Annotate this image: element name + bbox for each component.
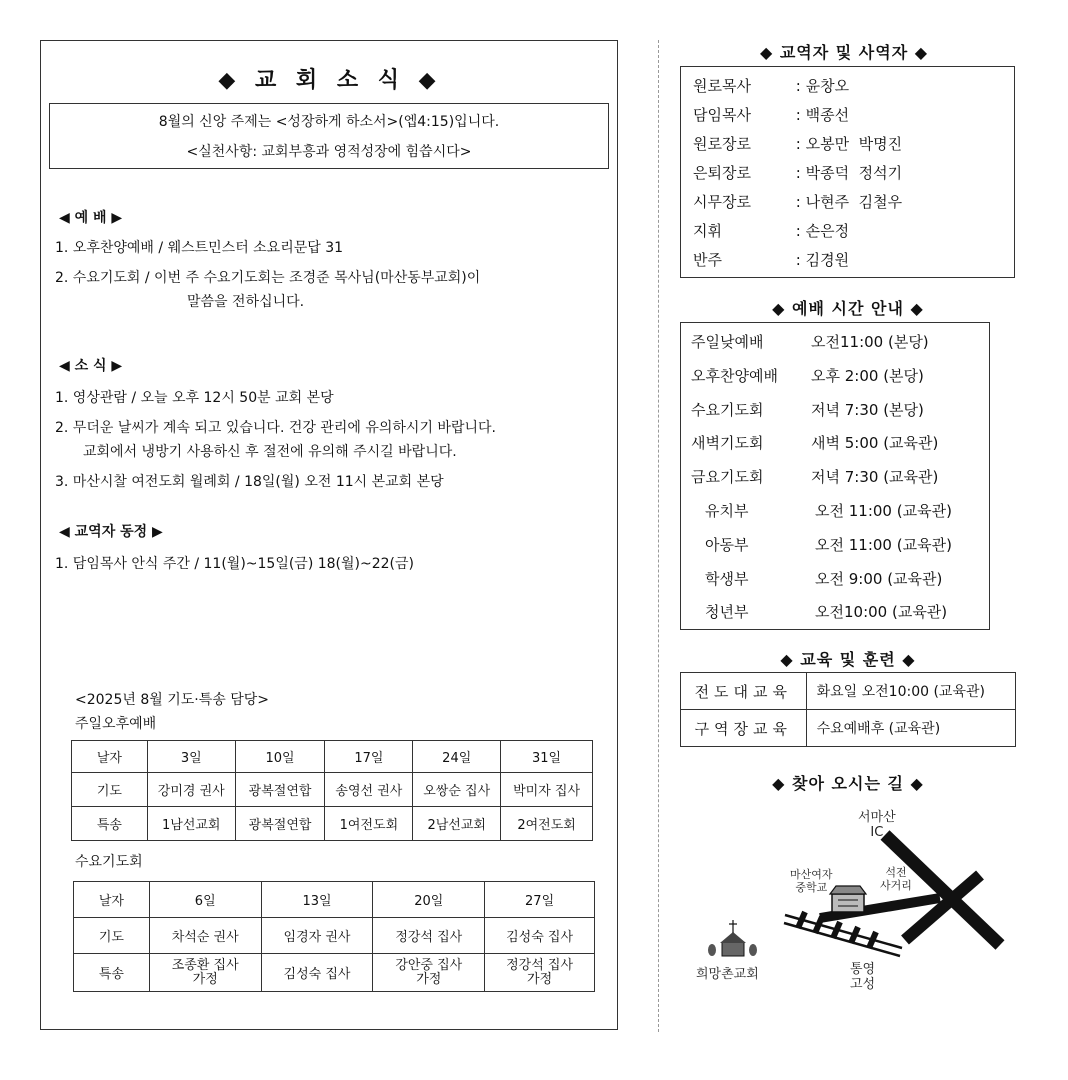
minister-name: 백종선 — [805, 106, 850, 124]
list-item — [705, 601, 947, 622]
service-name: 유치부 — [705, 502, 749, 520]
service-time: 오전11:00 (본당) — [811, 333, 929, 351]
list-item: 담임목사 : 백종선 — [693, 106, 850, 124]
theme-line-2: <실천사항: 교회부흥과 영적성장에 힘씁시다> — [186, 144, 472, 160]
worship-item-2-cont: 말씀을 전하십니다. — [187, 294, 305, 310]
service-time: 오전10:00 (교육관) — [815, 603, 948, 621]
wednesday-prayer-table — [73, 881, 595, 992]
church-news-panel — [40, 40, 618, 1030]
railway-tie — [833, 922, 840, 938]
minister-name: 김경원 — [805, 251, 850, 269]
education-heading: ◆ 교육 및 훈련 ◆ — [780, 650, 916, 669]
table-cell: 10일 — [235, 741, 325, 773]
table-cell: 날자 — [74, 882, 150, 918]
list-item — [691, 365, 924, 386]
staff-news-item-1: 1. 담임목사 안식 주간 / 11(월)~15일(금) 18(월)~22(금) — [55, 556, 415, 572]
table-cell: 조종환 집사 가정 — [149, 954, 261, 992]
list-item — [691, 331, 929, 352]
list-item — [691, 466, 938, 487]
service-name: 새벽기도회 — [691, 434, 764, 452]
sunday-caption: 주일오후예배 — [75, 716, 157, 732]
table-cell: 2여전도회 — [501, 807, 593, 841]
service-time: 새벽 5:00 (교육관) — [811, 434, 939, 452]
list-item — [691, 399, 924, 420]
list-item: 원로목사 : 윤창오 — [693, 77, 850, 95]
notice-item-2: 2. 무더운 날씨가 계속 되고 있습니다. 건강 관리에 유의하시기 바랍니다. — [55, 420, 496, 436]
service-times-heading: ◆ 예배 시간 안내 ◆ — [772, 299, 924, 318]
directions-heading: ◆ 찾아 오시는 길 ◆ — [772, 774, 924, 793]
education-label: 전도대교육 — [681, 673, 807, 710]
table-cell: 박미자 집사 — [501, 773, 593, 807]
service-time: 오전 11:00 (교육관) — [815, 502, 952, 520]
prayer-title: <2025년 8월 기도·특송 담당> — [75, 692, 269, 708]
theme-line-1: 8월의 신앙 주제는 <성장하게 하소서>(엡4:15)입니다. — [158, 114, 500, 130]
minister-name: 박종덕 정석기 — [805, 164, 903, 182]
map-label-crossroad: 석전 사거리 — [880, 866, 912, 892]
minister-name: 윤창오 — [805, 77, 850, 95]
ministers-heading: ◆ 교역자 및 사역자 ◆ — [759, 43, 929, 62]
railway-tie — [851, 927, 858, 943]
table-cell: 1여전도회 — [325, 807, 413, 841]
table-cell: 특송 — [72, 807, 148, 841]
railway-tie — [798, 912, 805, 928]
table-cell: 24일 — [413, 741, 501, 773]
wednesday-caption: 수요기도회 — [75, 854, 143, 870]
table-cell: 광복절연합 — [235, 773, 325, 807]
list-item — [705, 534, 952, 555]
education-table — [680, 672, 1016, 747]
table-cell: 오쌍순 집사 — [413, 773, 501, 807]
railway-tie — [869, 932, 876, 948]
table-cell: 김성숙 집사 — [261, 954, 373, 992]
list-item: 원로장로 : 오봉만 박명진 — [693, 135, 903, 153]
sunday-prayer-table — [71, 740, 593, 841]
service-time: 저녁 7:30 (본당) — [811, 401, 924, 419]
table-cell: 차석순 권사 — [149, 918, 261, 954]
table-cell: 강안중 집사 가정 — [373, 954, 485, 992]
table-cell: 3일 — [147, 741, 235, 773]
table-cell: 김성숙 집사 — [485, 918, 595, 954]
map-label-ic: 서마산 IC — [858, 810, 896, 840]
minister-name: 오봉만 박명진 — [805, 135, 903, 153]
minister-role: 반주 — [693, 251, 722, 269]
church-icon — [708, 920, 757, 956]
service-name: 오후찬양예배 — [691, 367, 778, 385]
table-cell: 임경자 권사 — [261, 918, 373, 954]
minister-role: 담임목사 — [693, 106, 751, 124]
service-time: 오전 9:00 (교육관) — [815, 570, 943, 588]
railway-tie — [815, 917, 822, 933]
service-name: 학생부 — [705, 570, 749, 588]
notice-item-2-cont: 교회에서 냉방기 사용하신 후 절전에 유의해 주시길 바랍니다. — [83, 444, 457, 460]
table-cell: 강미경 권사 — [147, 773, 235, 807]
list-item — [705, 568, 942, 589]
table-cell: 31일 — [501, 741, 593, 773]
list-item — [705, 500, 952, 521]
worship-heading: ◀ 예 배 ▶ — [59, 210, 123, 226]
minister-name: 손은정 — [805, 222, 850, 240]
education-value: 화요일 오전10:00 (교육관) — [806, 673, 1015, 710]
table-cell: 2남선교회 — [413, 807, 501, 841]
minister-role: 지휘 — [693, 222, 722, 240]
table-cell: 기도 — [74, 918, 150, 954]
table-cell: 13일 — [261, 882, 373, 918]
table-cell: 6일 — [149, 882, 261, 918]
news-title: ◆ 교 회 소 식 ◆ — [218, 68, 442, 93]
table-cell: 광복절연합 — [235, 807, 325, 841]
table-cell: 27일 — [485, 882, 595, 918]
education-value: 수요예배후 (교육관) — [806, 710, 1015, 747]
table-cell: 정강석 집사 — [373, 918, 485, 954]
list-item: 은퇴장로 : 박종덕 정석기 — [693, 164, 903, 182]
list-item: 반주 : 김경원 — [693, 251, 850, 269]
table-cell: 특송 — [74, 954, 150, 992]
table-cell: 정강석 집사 가정 — [485, 954, 595, 992]
ministers-box — [680, 66, 1015, 278]
service-name: 금요기도회 — [691, 468, 764, 486]
minister-role: 원로목사 — [693, 77, 751, 95]
list-item: 시무장로 : 나현주 김철우 — [693, 193, 903, 211]
table-cell: 기도 — [72, 773, 148, 807]
map-label-school: 마산여자 중학교 — [790, 868, 833, 894]
worship-item-2: 2. 수요기도회 / 이번 주 수요기도회는 조경준 목사님(마산동부교회)이 — [55, 270, 481, 286]
service-name: 주일낮예배 — [691, 333, 764, 351]
service-times-box — [680, 322, 990, 630]
list-item: 지휘 : 손은정 — [693, 222, 850, 240]
railway-line-2 — [784, 923, 900, 956]
minister-role: 시무장로 — [693, 193, 751, 211]
table-cell: 날자 — [72, 741, 148, 773]
map-label-church: 희망촌교회 — [696, 967, 759, 982]
minister-role: 원로장로 — [693, 135, 751, 153]
worship-item-1: 1. 오후찬양예배 / 웨스트민스터 소요리문답 31 — [55, 240, 344, 256]
staff-news-heading: ◀ 교역자 동정 ▶ — [59, 524, 163, 540]
table-cell: 17일 — [325, 741, 413, 773]
service-time: 오후 2:00 (본당) — [811, 367, 924, 385]
table-cell: 20일 — [373, 882, 485, 918]
service-name: 수요기도회 — [691, 401, 764, 419]
service-name: 청년부 — [705, 603, 749, 621]
notices-heading: ◀ 소 식 ▶ — [59, 358, 123, 374]
notice-item-1: 1. 영상관람 / 오늘 오후 12시 50분 교회 본당 — [55, 390, 334, 406]
school-building-icon — [830, 886, 866, 912]
service-name: 아동부 — [705, 536, 749, 554]
monthly-theme-box — [49, 103, 609, 169]
notice-item-3: 3. 마산시찰 여전도회 월례회 / 18일(월) 오전 11시 본교회 본당 — [55, 474, 444, 490]
list-item — [691, 432, 938, 453]
minister-role: 은퇴장로 — [693, 164, 751, 182]
education-label: 구역장교육 — [681, 710, 807, 747]
column-divider — [658, 40, 659, 1032]
table-cell: 송영선 권사 — [325, 773, 413, 807]
service-time: 저녁 7:30 (교육관) — [811, 468, 939, 486]
minister-name: 나현주 김철우 — [805, 193, 903, 211]
service-time: 오전 11:00 (교육관) — [815, 536, 952, 554]
map-label-tongyeong: 통영 고성 — [850, 962, 876, 992]
table-cell: 1남선교회 — [147, 807, 235, 841]
